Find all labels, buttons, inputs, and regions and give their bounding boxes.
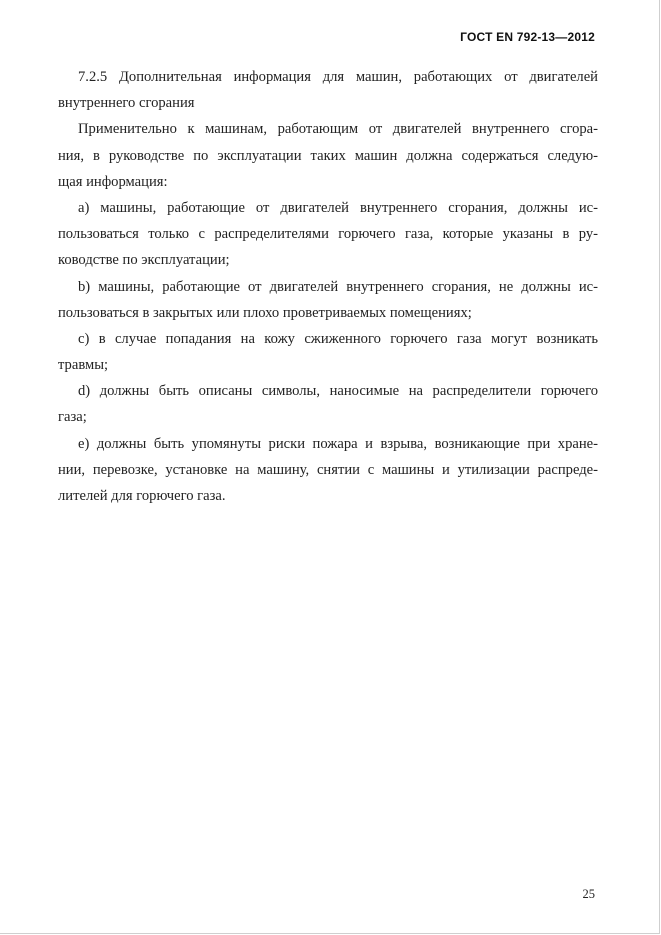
text-line: нии, перевозке, установке на машину, снятии с машины и утилизации распреде- <box>58 461 598 478</box>
text-line: a) машины, работающие от двигателей внутреннего сгорания, должны ис- <box>78 199 598 216</box>
list-item-c <box>58 326 598 378</box>
list-item-e <box>58 431 598 510</box>
document-code-header: ГОСТ EN 792-13—2012 <box>460 30 595 44</box>
text-line: Применительно к машинам, работающим от двигателей внутреннего сгора- <box>78 121 598 138</box>
text-line: внутреннего сгорания <box>58 95 195 112</box>
text-line: газа; <box>58 409 87 426</box>
text-line: ния, в руководстве по эксплуатации таких машин должна содержаться следую- <box>58 147 598 164</box>
document-body <box>58 64 598 509</box>
text-line: щая информация: <box>58 173 168 190</box>
text-line: 7.2.5 Дополнительная информация для машин, работающих от двигателей <box>78 69 598 85</box>
text-line: e) должны быть упомянуты риски пожара и взрыва, возникающие при хране- <box>78 435 598 452</box>
text-line: травмы; <box>58 357 109 374</box>
text-line: b) машины, работающие от двигателей внутреннего сгорания, не должны ис- <box>78 278 598 295</box>
list-item-a <box>58 195 598 274</box>
text-line: d) должны быть описаны символы, наносимые на распределители горючего <box>78 383 598 400</box>
text-line: лителей для горючего газа. <box>58 488 226 504</box>
list-item-d <box>58 378 598 430</box>
section-7-2-5-heading <box>58 64 598 116</box>
page-number: 25 <box>582 887 595 901</box>
list-item-b <box>58 274 598 326</box>
text-line: c) в случае попадания на кожу сжиженного горючего газа могут возникать <box>78 330 598 347</box>
text-line: пользоваться только с распределителями горючего газа, которые указаны в ру- <box>58 226 598 243</box>
text-line: пользоваться в закрытых или плохо проветриваемых помещениях; <box>58 304 472 321</box>
text-line: ководстве по эксплуатации; <box>58 252 230 269</box>
intro-paragraph <box>58 116 598 195</box>
